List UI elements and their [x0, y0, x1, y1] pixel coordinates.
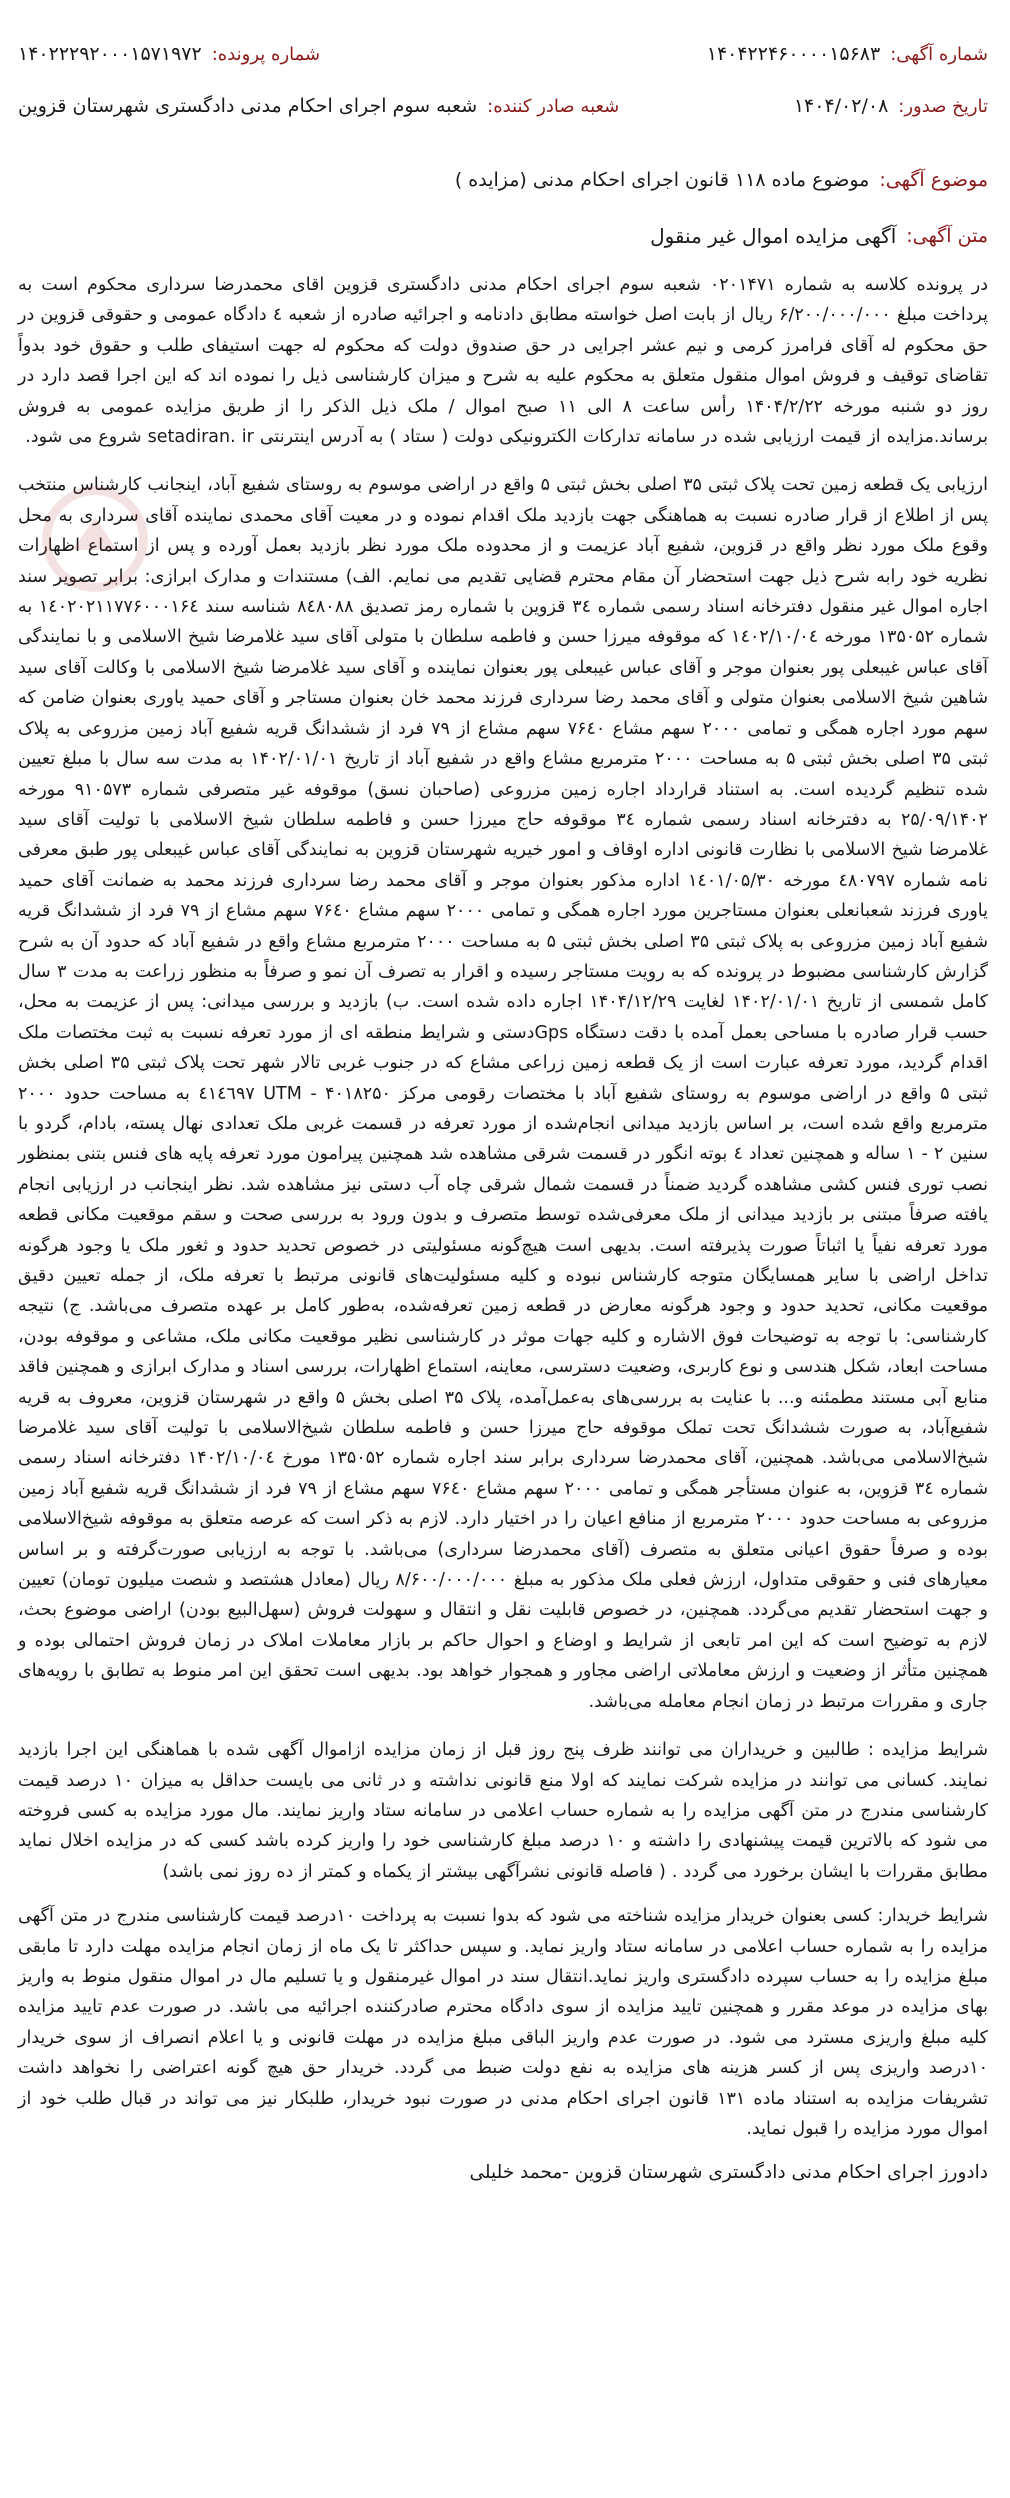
case-number-label: شماره پرونده:: [211, 43, 321, 65]
header-row-1: [18, 34, 988, 74]
branch-label: شعبه صادر کننده:: [487, 95, 620, 117]
paragraph-appraisal: ارزیابی یک قطعه زمین تحت پلاک ثبتی ۳۵ اصلی بخش ثبتی ۵ واقع در اراضی موسوم به روستای شفیع آباد، اینجانب کارشناس منتخب پس از اطلاع از قرار صادره نسبت به هماهنگی جهت بازدید ملک اقدام نموده و در معیت آقای محمدی نماینده آقای سرداری به محل وقوع ملک مورد نظر واقع در قزوین، شفیع آباد عزیمت و از محدوده ملک مورد نظر بازدید بعمل آورده و پس از استماع اظهارات نظریه خود رابه شرح ذیل جهت استحضار آن مقام محترم قضایی تقدیم می نمایم. الف) مستندات و مدارک ابرازی: برابر تصویر سند اجاره اموال غیر منقول دفترخانه اسناد رسمی شماره ۳٤ قزوین با شماره رمز تصدیق ۸٤۸۰۸۸ شناسه سند ۱٤۰۲۰۲۱۱۷۷۶۰۰۰۱۶٤ به شماره ۱۳۵۰۵۲ مورخه ۱٤۰۲/۱۰/۰٤ که موقوفه میرزا حسن و فاطمه سلطان با متولی آقای سید غلامرضا شیخ الاسلامی و با نمایندگی آقای عباس غیبعلی پور بعنوان موجر و آقای عباس غیبعلی پور بعنوان نماینده و آقای سید غلامرضا شیخ الاسلامی با وکالت آقای سید شاهین شیخ الاسلامی بعنوان متولی و آقای محمد رضا سرداری فرزند محمد خان بعنوان مستاجر و آقای حمید یاوری بعنوان ضامن که سهم مورد اجاره همگی و تمامی ۲۰۰۰ سهم مشاع ۷۶٤۰ سهم مشاع از ۷۹ فرد از ششدانگ قریه شفیع آباد زمین مزروعی به پلاک ثبتی ۳۵ اصلی بخش ثبتی ۵ به مساحت ۲۰۰۰ مترمربع مشاع واقع در شفیع آباد از تاریخ ۱۴۰۲/۰۱/۰۱ به مدت سه سال با مبلغ تعیین شده تنظیم گردیده است. به استناد قرارداد اجاره زمین مزروعی (صاحبان نسق) موقوفه غیر متصرفی شماره ۹۱۰۵۷۳ مورخه ۲۵/۰۹/۱۴۰۲ به دفترخانه اسناد رسمی شماره ۳٤ موقوفه حاج میرزا حسن و فاطمه سلطان شیخ الاسلامی با تولیت آقای سید غلامرضا شیخ الاسلامی با نظارت قانونی اداره اوقاف و امور خیریه شهرستان قزوین به نمایندگی آقای عباس غیبعلی پور طبق معرفی نامه شماره ٤۸۰۷۹۷ مورخه ۱٤۰۱/۰۵/۳۰ اداره مذکور بعنوان موجر و آقای محمد رضا سرداری فرزند محمد به ضمانت آقای حمید یاوری فرزند شعبانعلی بعنوان مستاجرین مورد اجاره همگی و تمامی ۲۰۰۰ سهم مشاع ۷۶٤۰ سهم مشاع از ۷۹ فرد از ششدانگ قریه شفیع آباد زمین مزروعی به پلاک ثبتی ۳۵ اصلی بخش ثبتی ۵ به مساحت ۲۰۰۰ مترمربع مشاع واقع در شفیع آباد که حدود آن به شرح گزارش کارشناسی مضبوط در پرونده که به رویت مستاجر رسیده و اقرار به تصرف آن نمو و صرفاً به منظور زراعت به مدت ۳ سال کامل شمسی از تاریخ ۱۴۰۲/۰۱/۰۱ لغایت ۱۴۰۴/۱۲/۲۹ اجاره داده شده است. ب) بازدید و بررسی میدانی: پس از عزیمت به محل، حسب قرار صادره با مساحی بعمل آمده با دقت دستگاه Gpsدستی و شرایط منطقه ای از مورد تعرفه نسبت به ثبت مختصات ملک اقدام گردید، مورد تعرفه عبارت است از یک قطعه زمین زراعی مشاع که در جنوب غربی تالار شهر تحت پلاک ثبتی ۳۵ اصلی بخش ثبتی ۵ واقع در اراضی موسوم به روستای شفیع آباد با مختصات رقومی مرکز ۴۰۱۸۲۵۰ - UTM ٤۱٤٦۹۷ به مساحت حدود ۲۰۰۰ مترمربع واقع شده است، بر اساس بازدید میدانی انجام‌شده از مورد تعرفه در قسمت غربی ملک تعدادی نهال پسته، بادام، گردو با سنین ۲ - ۱ ساله و همچنین تعداد ٤ بوته انگور در قسمت شرقی مشاهده شد همچنین پیرامون مورد تعرفه پایه های فنس بتنی بمنظور نصب توری فنس کشی مشاهده گردید ضمناً در قسمت شمال شرقی چاه آب دستی نیز مشاهده شد. نظر اینجانب در ارزیابی انجام یافته صرفاً مبتنی بر بازدید میدانی از ملک معرفی‌شده توسط متصرف و بدون ورود به بررسی صحت و سقم موقعیت مکانی قطعه مورد تعرفه نفیاً یا اثباتاً صورت پذیرفته است. بدیهی است هیچ‌گونه مسئولیتی در خصوص تحدید حدود و ثغور ملک یا وجود هرگونه تداخل اراضی با سایر همسایگان متوجه کارشناس نبوده و کلیه مسئولیت‌های قانونی مرتبط با تعرفه ملک، از جمله تعیین دقیق موقعیت مکانی، تحدید حدود و وجود هرگونه معارض در قطعه زمین تعرفه‌شده، به‌طور کامل بر عهده متصرف می‌باشد. ج) نتیجه کارشناسی: با توجه به توضیحات فوق الاشاره و کلیه جهات موثر در کارشناسی نظیر موقعیت مکانی ملک، مشاعی و موقوفه بودن، مساحت ابعاد، شکل هندسی و نوع کاربری، وضعیت دسترسی، معاینه، استماع اظهارات، بررسی اسناد و مدارک ابرازی و همچنین فاقد منابع آبی مستند مطمئنه و... با عنایت به بررسی‌های به‌عمل‌آمده، پلاک ۳۵ اصلی بخش ۵ واقع در شهرستان قزوین، معروف به قریه شفیع‌آباد، به صورت ششدانگ تحت تملک موقوفه حاج میرزا حسن و فاطمه سلطان شیخ‌الاسلامی با تولیت آقای سید غلامرضا شیخ‌الاسلامی می‌باشد. همچنین، آقای محمدرضا سرداری برابر سند اجاره شماره ۱۳۵۰۵۲ مورخ ۱۴۰۲/۱۰/۰٤ دفترخانه اسناد رسمی شماره ۳٤ قزوین، به عنوان مستأجر همگی و تمامی ۲۰۰۰ سهم مشاع ۷۶٤۰ سهم مشاع از ۷۹ فرد از ششدانگ قریه شفیع آباد زمین مزروعی به مساحت حدود ۲۰۰۰ مترمربع از منافع اعیان را در اختیار دارد. لازم به ذکر است که عرصه متعلق به موقوفه شیخ‌الاسلامی بوده و صرفاً حقوق اعیانی متعلق به متصرف (آقای محمدرضا سرداری) می‌باشد. با توجه به ارزیابی صورت‌گرفته و بر اساس معیارهای فنی و حقوقی متداول، ارزش فعلی ملک مذکور به مبلغ ۸/۶۰۰/۰۰۰/۰۰۰ ریال (معادل هشتصد و شصت میلیون تومان) تعیین و جهت استحضار تقدیم می‌گردد. همچنین، در خصوص قابلیت نقل و انتقال و سهولت فروش (سهل‌البیع بودن) اراضی موضوع بحث، لازم به توضیح است که این امر تابعی از شرایط و اوضاع و احوال حاکم بر بازار معاملات املاک در زمان فروش احتمالی بوده و همچنین متأثر از وضعیت و ارزش معاملاتی اراضی مجاور و همجوار خواهد بود. بدیهی است تحقق این امر منوط به تطابق با رویه‌های جاری و مقررات مرتبط در زمان انجام معامله می‌باشد.: [18, 475, 989, 1712]
branch-value: شعبه سوم اجرای احکام مدنی دادگستری شهرستان قزوین: [18, 95, 478, 117]
title-line: [18, 216, 988, 256]
header-row-2: [18, 86, 988, 126]
issue-date-label: تاریخ صدور:: [898, 95, 988, 117]
issue-date-value: ۱۴۰۴/۰۲/۰۸: [793, 95, 889, 117]
paragraph-intro: در پرونده کلاسه به شماره ۰۲۰۱۴۷۱ شعبه سوم اجرای احکام مدنی دادگستری قزوین اقای محمدرضا سرداری محکوم است به پرداخت مبلغ ۶/۲۰۰/۰۰۰/۰۰۰ ریال از بابت اصل خواسته مطابق دادنامه و اجرائیه صادره از شعبه ٤ دادگاه عمومی و حقوقی قزوین در حق محکوم له آقای فرامرز کرمی و نیم عشر اجرایی در حق صندوق دولت که محکوم له جهت استیفای طلب و حقوق خود بدواً تقاضای توقیف و فروش اموال منقول متعلق به محکوم علیه به شرح و میزان کارشناسی ذیل را نموده اند که این اجرا قصد دارد در روز دو شنبه مورخه ۱۴۰۴/۲/۲۲ رأس ساعت ۸ الی ۱۱ صبح اموال / ملک ذیل الذکر را از طریق مزایده عمومی به فروش برساند.مزایده از قیمت ارزیابی شده در سامانه تدارکات الکترونیکی دولت ( ستاد ) به آدرس اینترنتی setadiran. ir شروع می شود.: [18, 275, 988, 448]
branch-group: [18, 95, 619, 117]
ad-number-value: ۱۴۰۴۲۲۴۶۰۰۰۰۱۵۶۸۳: [706, 43, 881, 65]
paragraph-buyer-terms: شرایط خریدار: کسی بعنوان خریدار مزایده شناخته می شود که بدوا نسبت به پرداخت ۱۰درصد قیمت کارشناسی مندرج در متن آگهی مزایده را به شماره حساب اعلامی در سامانه ستاد واریز نماید. و سپس حداکثر تا یک ماه از زمان انجام مزایده مهلت دارد تا مابقی مبلغ مزایده را به حساب سپرده دادگستری واریز نماید.انتقال سند در اموال غیرمنقول و یا تسلیم مال در اموال منقول منوط به واریز بهای مزایده در موعد مقرر و همچنین تایید مزایده از سوی دادگاه محترم صادرکننده اجرائیه می باشد. در صورت عدم تایید مزایده کلیه مبلغ واریزی مسترد می شود. در صورت عدم واریز الباقی مبلغ مزایده در مهلت قانونی و یا اعلام انصراف از سوی خریدار ۱۰درصد واریزی پس از کسر هزینه های مزایده به نفع دولت ضبط می گردد. خریدار حق هیچ گونه اعتراضی را نخواهد داشت تشریفات مزایده به استناد ماده ۱۳۱ قانون اجرای احکام مدنی در صورت نبود خریدار، طلبکار نیز می تواند در قبال طلب خود از اموال مورد مزایده را قبول نماید.: [18, 1906, 989, 2139]
ad-number-group: [707, 43, 988, 65]
emblem-watermark-icon: [40, 484, 150, 594]
case-number-group: [18, 43, 320, 65]
subject-label: موضوع آگهی:: [879, 169, 988, 191]
signature-line: دادورز اجرای احکام مدنی دادگستری شهرستان قزوین -محمد خلیلی: [469, 2162, 988, 2184]
notice-page: [0, 34, 1010, 2498]
issue-date-group: [794, 95, 988, 117]
paragraph-auction-terms: شرایط مزایده : طالبین و خریداران می توانند ظرف پنج روز قبل از زمان مزایده ازاموال آگهی شده با هماهنگی این اجرا بازدید نمایند. کسانی می توانند در مزایده شرکت نمایند که اولا منع قانونی نداشته و در ثانی می بایست حداقل به میزان ۱۰ درصد قیمت کارشناسی مندرج در متن آگهی مزایده را به شماره حساب اعلامی در سامانه ستاد واریز نمایند. مال مورد مزایده به کسی فروخته می شود که بالاترین قیمت پیشنهادی را داشته و ۱۰ درصد مبلغ کارشناسی خود را واریز کرده باشد کسی که در مزایده اخلال نماید مطابق مقررات با ایشان برخورد می گردد . ( فاصله قانونی نشرآگهی بیشتر از یکماه و کمتر از ده روز نمی باشد): [18, 1740, 989, 1882]
notice-title: آگهی مزایده اموال غیر منقول: [650, 224, 897, 248]
case-number-value: ۱۴۰۲۲۲۹۲۰۰۰۱۵۷۱۹۷۲: [18, 43, 202, 65]
subject-value: موضوع ماده ۱۱۸ قانون اجرای احکام مدنی (مزایده ): [454, 169, 870, 191]
ad-number-label: شماره آگهی:: [890, 43, 988, 65]
text-label: متن آگهی:: [906, 225, 988, 247]
subject-line: [18, 160, 988, 200]
